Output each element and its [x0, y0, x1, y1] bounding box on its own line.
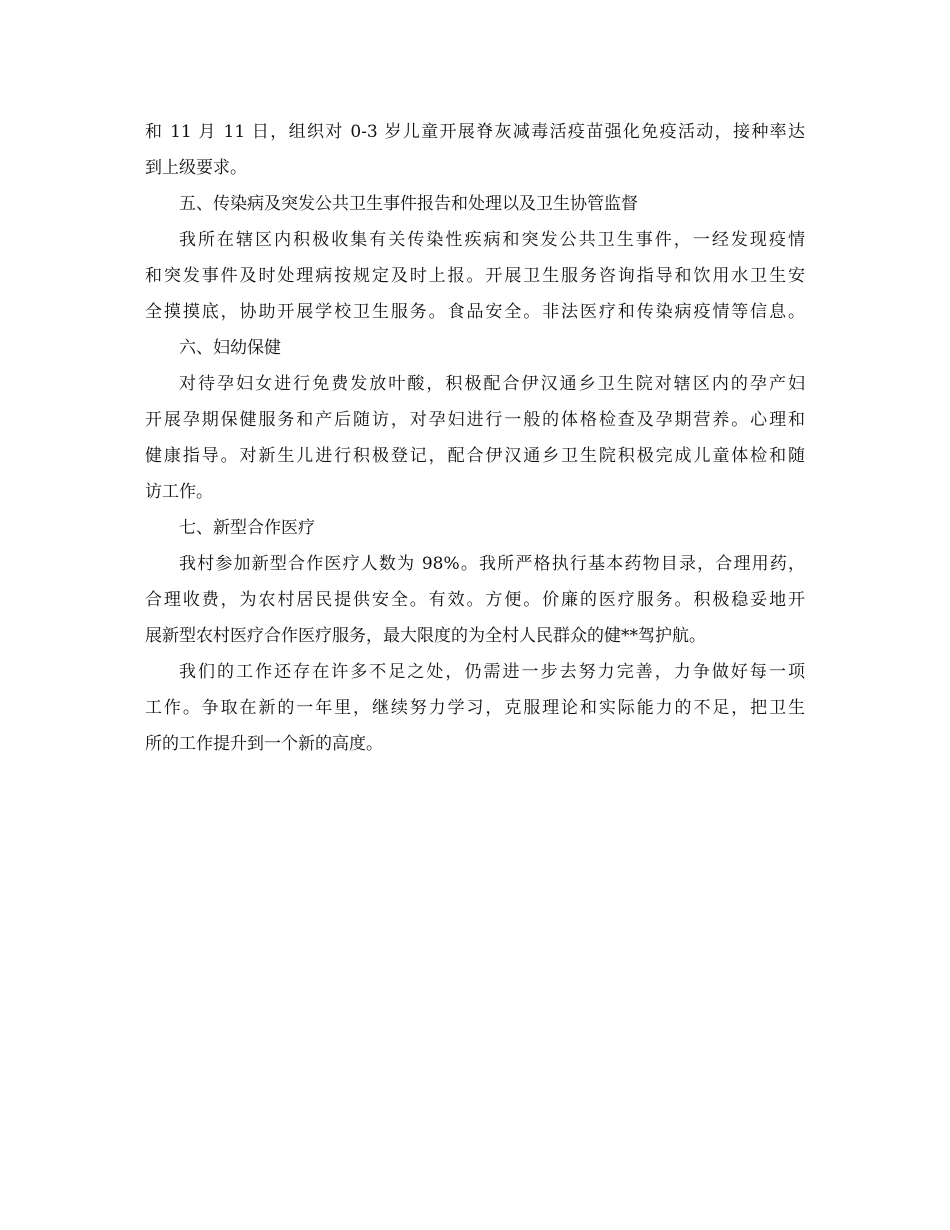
paragraph-line: 访工作。 — [145, 482, 213, 502]
paragraph-line: 和 11 月 11 日，组织对 0-3 岁儿童开展脊灰减毒活疫苗强化免疫活动，接种率达 — [145, 122, 805, 142]
paragraph-line: 合理收费，为农村居民提供安全。有效。方便。价廉的医疗服务。积极稳妥地开 — [145, 590, 805, 610]
section-heading: 六、妇幼保健 — [179, 338, 281, 358]
section-heading: 七、新型合作医疗 — [179, 518, 315, 538]
paragraph-line: 健康指导。对新生儿进行积极登记，配合伊汉通乡卫生院积极完成儿童体检和随 — [145, 446, 805, 466]
paragraph-line: 我村参加新型合作医疗人数为 98%。我所严格执行基本药物目录，合理用药， — [179, 554, 805, 574]
document-page — [145, 114, 805, 762]
paragraph-line: 和突发事件及时处理病按规定及时上报。开展卫生服务咨询指导和饮用水卫生安 — [145, 266, 805, 286]
paragraph-line: 展新型农村医疗合作医疗服务，最大限度的为全村人民群众的健**驾护航。 — [145, 626, 706, 646]
paragraph-line: 工作。争取在新的一年里，继续努力学习，克服理论和实际能力的不足，把卫生 — [145, 698, 805, 718]
paragraph-line: 我所在辖区内积极收集有关传染性疾病和突发公共卫生事件，一经发现疫情 — [179, 230, 805, 250]
paragraph-line: 对待孕妇女进行免费发放叶酸，积极配合伊汉通乡卫生院对辖区内的孕产妇 — [179, 374, 805, 394]
intro-paragraph — [145, 114, 805, 186]
paragraph-line: 我们的工作还存在许多不足之处，仍需进一步去努力完善，力争做好每一项 — [179, 662, 805, 682]
closing-paragraph — [145, 654, 805, 762]
section-6 — [145, 330, 805, 510]
paragraph-line: 开展孕期保健服务和产后随访，对孕妇进行一般的体格检查及孕期营养。心理和 — [145, 410, 805, 430]
section-7 — [145, 510, 805, 654]
section-heading: 五、传染病及突发公共卫生事件报告和处理以及卫生协管监督 — [179, 194, 638, 214]
section-5 — [145, 186, 805, 330]
paragraph-line: 所的工作提升到一个新的高度。 — [145, 734, 383, 754]
paragraph-line: 全摸摸底，协助开展学校卫生服务。食品安全。非法医疗和传染病疫情等信息。 — [145, 302, 805, 322]
paragraph-line: 到上级要求。 — [145, 158, 247, 178]
